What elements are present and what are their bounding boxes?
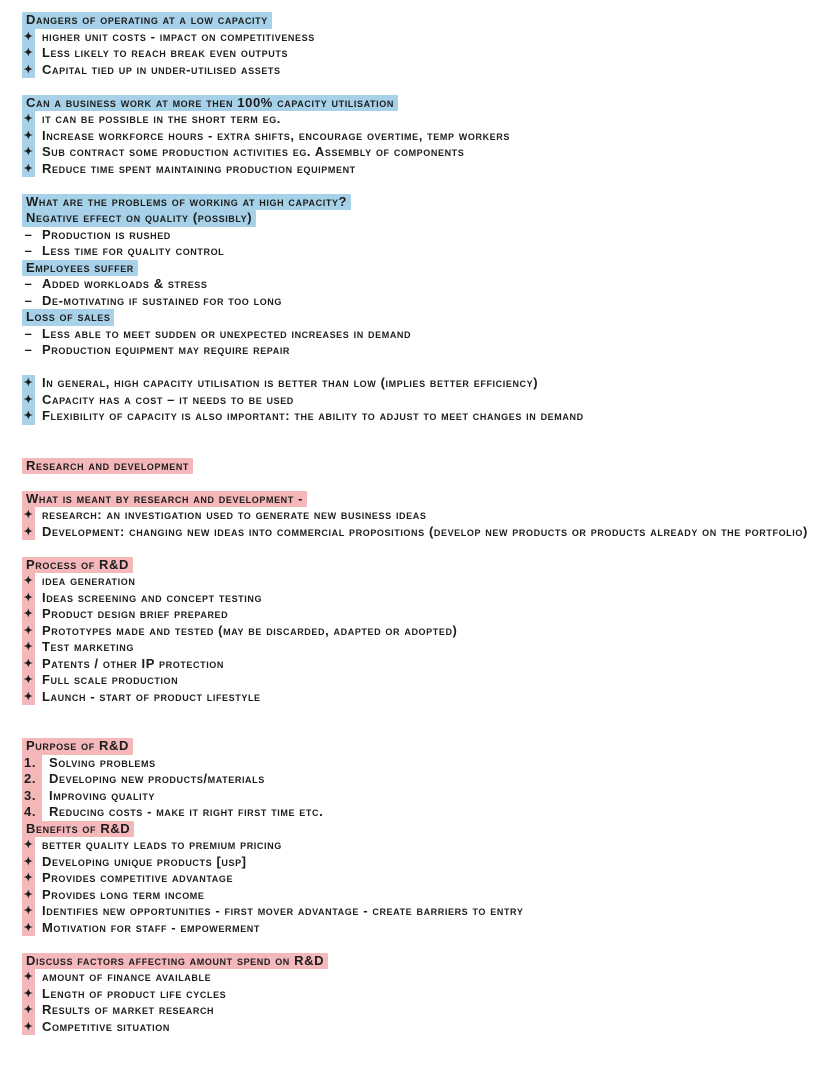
star-bullet-icon: ✦ (22, 887, 35, 904)
dash-bullet-icon: – (24, 276, 33, 291)
star-bullet-icon: ✦ (22, 854, 35, 871)
bullet-item (22, 1002, 810, 1019)
list-item-text: amount of finance available (42, 969, 212, 984)
blank-gap (22, 359, 810, 376)
list-item-text: Patents / other IP protection (42, 655, 225, 671)
star-bullet-icon: ✦ (22, 408, 35, 425)
list-item-text: Developing unique products [usp] (42, 853, 247, 869)
list-number: 2. (22, 771, 42, 788)
bullet-item (22, 672, 810, 689)
star-bullet-icon: ✦ (22, 524, 35, 541)
bullet-item (22, 870, 810, 887)
bullet-item (22, 969, 810, 986)
star-bullet-icon: ✦ (22, 606, 35, 623)
star-bullet-icon: ✦ (22, 161, 35, 178)
dash-bullet-icon: – (24, 243, 33, 258)
bullet-item (22, 375, 810, 392)
heading-text: Employees suffer (22, 260, 138, 277)
star-bullet-icon: ✦ (22, 969, 35, 986)
dash-item-text: Added workloads & stress (42, 276, 208, 291)
section-heading (22, 260, 810, 277)
list-item-text: Capacity has a cost – it needs to be used (42, 391, 294, 407)
bullet-item (22, 887, 810, 904)
bullet-item (22, 920, 810, 937)
heading-text: Benefits of R&D (22, 821, 134, 838)
dash-item (22, 276, 810, 293)
section-heading (22, 210, 810, 227)
list-item-text: Reducing costs - make it right first time etc. (49, 804, 324, 819)
list-item-text: Provides long term income (42, 886, 205, 902)
heading-text: Loss of sales (22, 309, 114, 326)
section-heading (22, 458, 810, 475)
section-heading (22, 953, 810, 970)
list-item-text: Solving problems (49, 754, 156, 770)
section-heading (22, 309, 810, 326)
dash-item (22, 243, 810, 260)
list-item-text: better quality leads to premium pricing (42, 837, 282, 852)
list-item-text: Flexibility of capacity is also important: the ability to adjust to meet changes in demand (42, 408, 584, 423)
numbered-item (22, 804, 810, 821)
star-bullet-icon: ✦ (22, 639, 35, 656)
bullet-item (22, 524, 810, 541)
list-item-text: Results of market research (42, 1002, 215, 1017)
blank-gap (22, 540, 810, 557)
list-item-text: idea generation (42, 573, 136, 588)
star-bullet-icon: ✦ (22, 29, 35, 46)
section-heading (22, 12, 810, 29)
list-item-text: Product design brief prepared (42, 606, 229, 621)
bullet-item (22, 507, 810, 524)
star-bullet-icon: ✦ (22, 689, 35, 706)
dash-item (22, 227, 810, 244)
section-heading (22, 194, 810, 211)
blank-gap (22, 936, 810, 953)
heading-text: Dangers of operating at a low capacity (22, 12, 272, 29)
list-item-text: Ideas screening and concept testing (42, 589, 263, 605)
star-bullet-icon: ✦ (22, 623, 35, 640)
star-bullet-icon: ✦ (22, 62, 35, 79)
heading-text: Discuss factors affecting amount spend on R&D (22, 953, 328, 970)
bullet-item (22, 392, 810, 409)
section-heading (22, 821, 810, 838)
star-bullet-icon: ✦ (22, 590, 35, 607)
bullet-item (22, 656, 810, 673)
star-bullet-icon: ✦ (22, 672, 35, 689)
blank-gap (22, 177, 810, 194)
list-item-text: Sub contract some production activities eg. Assembly of components (42, 144, 465, 159)
heading-text: Research and development (22, 458, 193, 475)
dash-bullet-icon: – (24, 226, 33, 242)
dash-item (22, 342, 810, 359)
list-item-text: Motivation for staff - empowerment (42, 919, 260, 935)
star-bullet-icon: ✦ (22, 573, 35, 590)
blank-gap (22, 78, 810, 95)
bullet-item (22, 62, 810, 79)
list-item-text: Launch - start of product lifestyle (42, 688, 261, 704)
list-item-text: Competitive situation (42, 1018, 170, 1034)
list-item-text: In general, high capacity utilisation is better than low (implies better efficiency) (42, 375, 539, 390)
dash-item-text: Production equipment may require repair (42, 342, 291, 357)
bullet-item (22, 161, 810, 178)
blank-gap (22, 474, 810, 491)
list-item-text: Full scale production (42, 672, 179, 687)
dash-bullet-icon: – (24, 342, 33, 357)
star-bullet-icon: ✦ (22, 870, 35, 887)
bullet-item (22, 639, 810, 656)
numbered-item (22, 755, 810, 772)
dash-item-text: Production is rushed (42, 226, 171, 242)
bullet-item (22, 590, 810, 607)
dash-item-text: De-motivating if sustained for too long (42, 292, 283, 308)
dash-bullet-icon: – (24, 292, 33, 308)
bullet-item (22, 623, 810, 640)
section-heading (22, 491, 810, 508)
list-number: 1. (22, 755, 42, 772)
list-item-text: research: an investigation used to generate new business ideas (42, 507, 427, 522)
section-heading (22, 738, 810, 755)
bullet-item (22, 689, 810, 706)
heading-text: Process of R&D (22, 557, 133, 574)
list-item-text: Capital tied up in under-utilised assets (42, 61, 281, 77)
bullet-item (22, 986, 810, 1003)
bullet-item (22, 45, 810, 62)
dash-item-text: Less able to meet sudden or unexpected increases in demand (42, 325, 412, 341)
heading-text: What are the problems of working at high capacity? (22, 194, 351, 211)
dash-item (22, 293, 810, 310)
star-bullet-icon: ✦ (22, 903, 35, 920)
bullet-item (22, 144, 810, 161)
list-item-text: Identifies new opportunities - first mover advantage - create barriers to entry (42, 903, 524, 918)
star-bullet-icon: ✦ (22, 1019, 35, 1036)
list-item-text: it can be possible in the short term eg. (42, 111, 282, 126)
numbered-item (22, 788, 810, 805)
star-bullet-icon: ✦ (22, 128, 35, 145)
list-item-text: Test marketing (42, 639, 134, 654)
list-item-text: Development: changing new ideas into commercial propositions (develop new products or products already on the portfolio) (42, 523, 808, 539)
list-item-text: Less likely to reach break even outputs (42, 45, 289, 60)
star-bullet-icon: ✦ (22, 45, 35, 62)
star-bullet-icon: ✦ (22, 392, 35, 409)
star-bullet-icon: ✦ (22, 507, 35, 524)
blank-gap (22, 705, 810, 738)
section-heading (22, 95, 810, 112)
list-item-text: Reduce time spent maintaining production equipment (42, 160, 356, 176)
bullet-item (22, 573, 810, 590)
list-item-text: higher unit costs - impact on competitiveness (42, 28, 315, 44)
bullet-item (22, 128, 810, 145)
star-bullet-icon: ✦ (22, 920, 35, 937)
star-bullet-icon: ✦ (22, 986, 35, 1003)
list-item-text: Increase workforce hours - extra shifts, encourage overtime, temp workers (42, 127, 510, 143)
star-bullet-icon: ✦ (22, 656, 35, 673)
blank-gap (22, 425, 810, 458)
dash-item (22, 326, 810, 343)
bullet-item (22, 111, 810, 128)
list-item-text: Improving quality (49, 787, 155, 803)
list-number: 4. (22, 804, 42, 821)
list-item-text: Provides competitive advantage (42, 870, 234, 885)
star-bullet-icon: ✦ (22, 375, 35, 392)
star-bullet-icon: ✦ (22, 144, 35, 161)
bullet-item (22, 837, 810, 854)
bullet-item (22, 1019, 810, 1036)
heading-text: Can a business work at more then 100% capacity utilisation (22, 95, 398, 112)
star-bullet-icon: ✦ (22, 837, 35, 854)
dash-item-text: Less time for quality control (42, 243, 225, 258)
bullet-item (22, 408, 810, 425)
heading-text: Purpose of R&D (22, 738, 133, 755)
heading-text: What is meant by research and development - (22, 491, 307, 508)
list-item-text: Length of product life cycles (42, 985, 227, 1001)
star-bullet-icon: ✦ (22, 1002, 35, 1019)
star-bullet-icon: ✦ (22, 111, 35, 128)
dash-bullet-icon: – (24, 325, 33, 341)
bullet-item (22, 29, 810, 46)
bullet-item (22, 854, 810, 871)
section-heading (22, 557, 810, 574)
heading-text: Negative effect on quality (possibly) (22, 210, 256, 227)
list-number: 3. (22, 788, 42, 805)
numbered-item (22, 771, 810, 788)
bullet-item (22, 606, 810, 623)
list-item-text: Developing new products/materials (49, 771, 265, 786)
bullet-item (22, 903, 810, 920)
list-item-text: Prototypes made and tested (may be discarded, adapted or adopted) (42, 622, 458, 638)
